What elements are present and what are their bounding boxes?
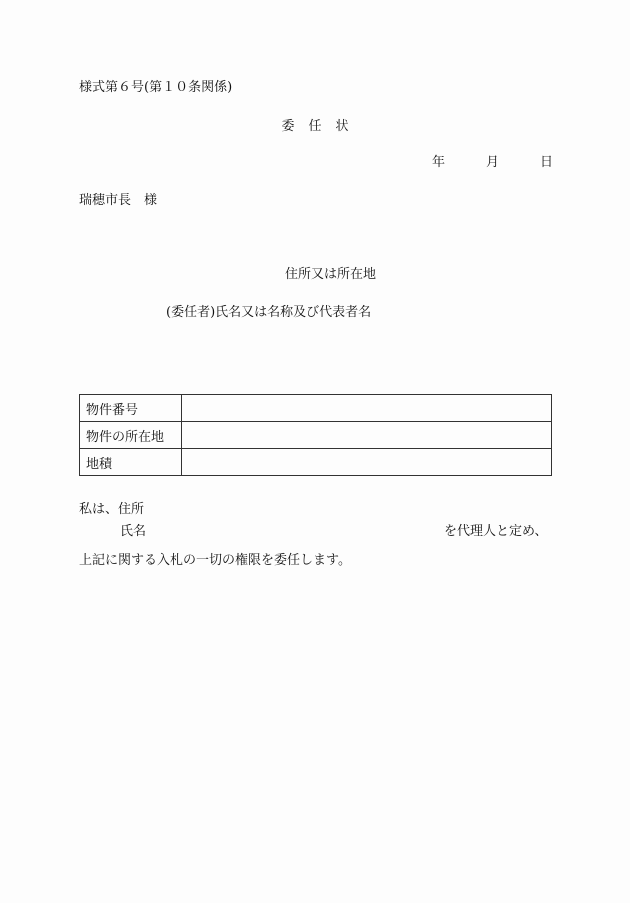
principal-name-label: (委任者)氏名又は名称及び代表者名 xyxy=(166,305,372,320)
form-number: 様式第６号(第１０条関係) xyxy=(79,80,233,95)
table-row xyxy=(80,395,552,422)
addressee: 瑞穂市長 様 xyxy=(79,193,158,208)
table-row xyxy=(80,422,552,449)
table-row xyxy=(80,449,552,476)
property-number-value xyxy=(182,395,552,422)
principal-address-label: 住所又は所在地 xyxy=(285,267,377,282)
body-delegation-text: 上記に関する入札の一切の権限を委任します。 xyxy=(79,553,351,568)
land-area-value xyxy=(182,449,552,476)
body-name-label: 氏名 xyxy=(120,524,147,539)
date-day-label: 日 xyxy=(540,155,554,170)
property-location-label: 物件の所在地 xyxy=(80,422,182,449)
property-location-value xyxy=(182,422,552,449)
body-address-prefix: 私は、住所 xyxy=(79,502,145,517)
property-number-label: 物件番号 xyxy=(80,395,182,422)
body-agent-phrase: を代理人と定め、 xyxy=(444,524,548,539)
land-area-label: 地積 xyxy=(80,449,182,476)
document-title: 委任状 xyxy=(281,119,363,134)
date-month-label: 月 xyxy=(486,155,500,170)
date-year-label: 年 xyxy=(432,155,446,170)
property-table xyxy=(79,394,552,476)
